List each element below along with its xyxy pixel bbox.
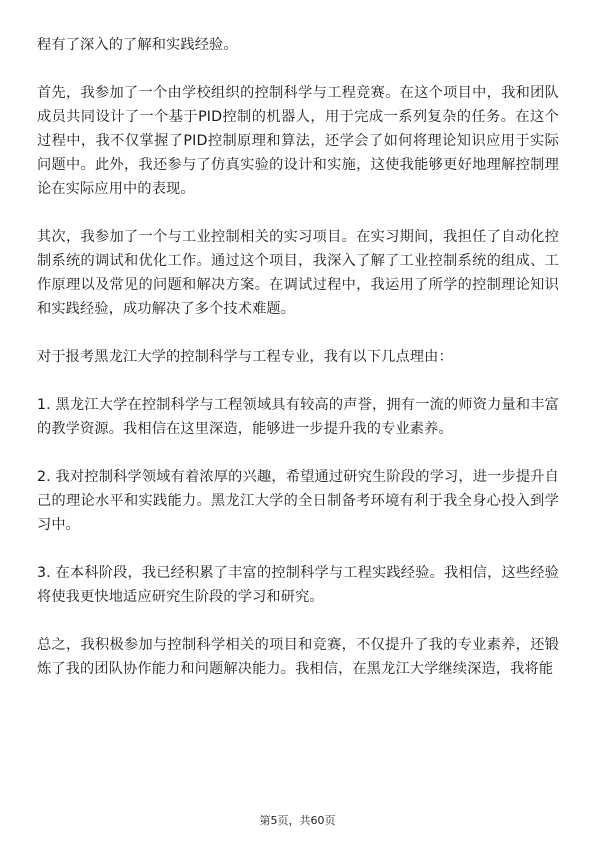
paragraph-spacer	[37, 57, 559, 81]
paragraph-reason-3: 3. 在本科阶段，我已经积累了丰富的控制科学与工程实践经验。我相信，这些经验将使我更快地适应研究生阶段的学习和研究。	[37, 565, 559, 605]
paragraph-spacer	[37, 441, 559, 465]
paragraph-spacer	[37, 369, 559, 393]
page-number-footer: 第5页，共60页	[259, 814, 336, 827]
paragraph-spacer	[37, 321, 559, 345]
paragraph-reasons-intro: 对于报考黑龙江大学的控制科学与工程专业，我有以下几点理由：	[37, 349, 453, 365]
paragraph-continuation: 程有了深入的了解和实践经验。	[37, 37, 238, 53]
paragraph-reason-1: 1. 黑龙江大学在控制科学与工程领域具有较高的声誉，拥有一流的师资力量和丰富的教学资源。我相信在这里深造，能够进一步提升我的专业素养。	[37, 397, 559, 437]
paragraph-spacer	[37, 201, 559, 225]
paragraph-spacer	[37, 537, 559, 561]
paragraph-spacer	[37, 609, 559, 633]
paragraph-reason-2: 2. 我对控制科学领域有着浓厚的兴趣，希望通过研究生阶段的学习，进一步提升自己的理论水平和实践能力。黑龙江大学的全日制备考环境有利于我全身心投入到学习中。	[37, 469, 559, 533]
paragraph-competition: 首先，我参加了一个由学校组织的控制科学与工程竞赛。在这个项目中，我和团队成员共同设计了一个基于PID控制的机器人，用于完成一系列复杂的任务。在这个过程中，我不仅掌握了PID控制原理和算法，还学会了如何将理论知识应用于实际问题中。此外，我还参与了仿真实验的设计和实施，这使我能够更好地理解控制理论在实际应用中的表现。	[37, 85, 559, 197]
paragraph-conclusion: 总之，我积极参加与控制科学相关的项目和竞赛，不仅提升了我的专业素养，还锻炼了我的团队协作能力和问题解决能力。我相信，在黑龙江大学继续深造，我将能	[37, 637, 559, 677]
paragraph-internship: 其次，我参加了一个与工业控制相关的实习项目。在实习期间，我担任了自动化控制系统的调试和优化工作。通过这个项目，我深入了解了工业控制系统的组成、工作原理以及常见的问题和解决方案。在调试过程中，我运用了所学的控制理论知识和实践经验，成功解决了多个技术难题。	[37, 229, 559, 317]
